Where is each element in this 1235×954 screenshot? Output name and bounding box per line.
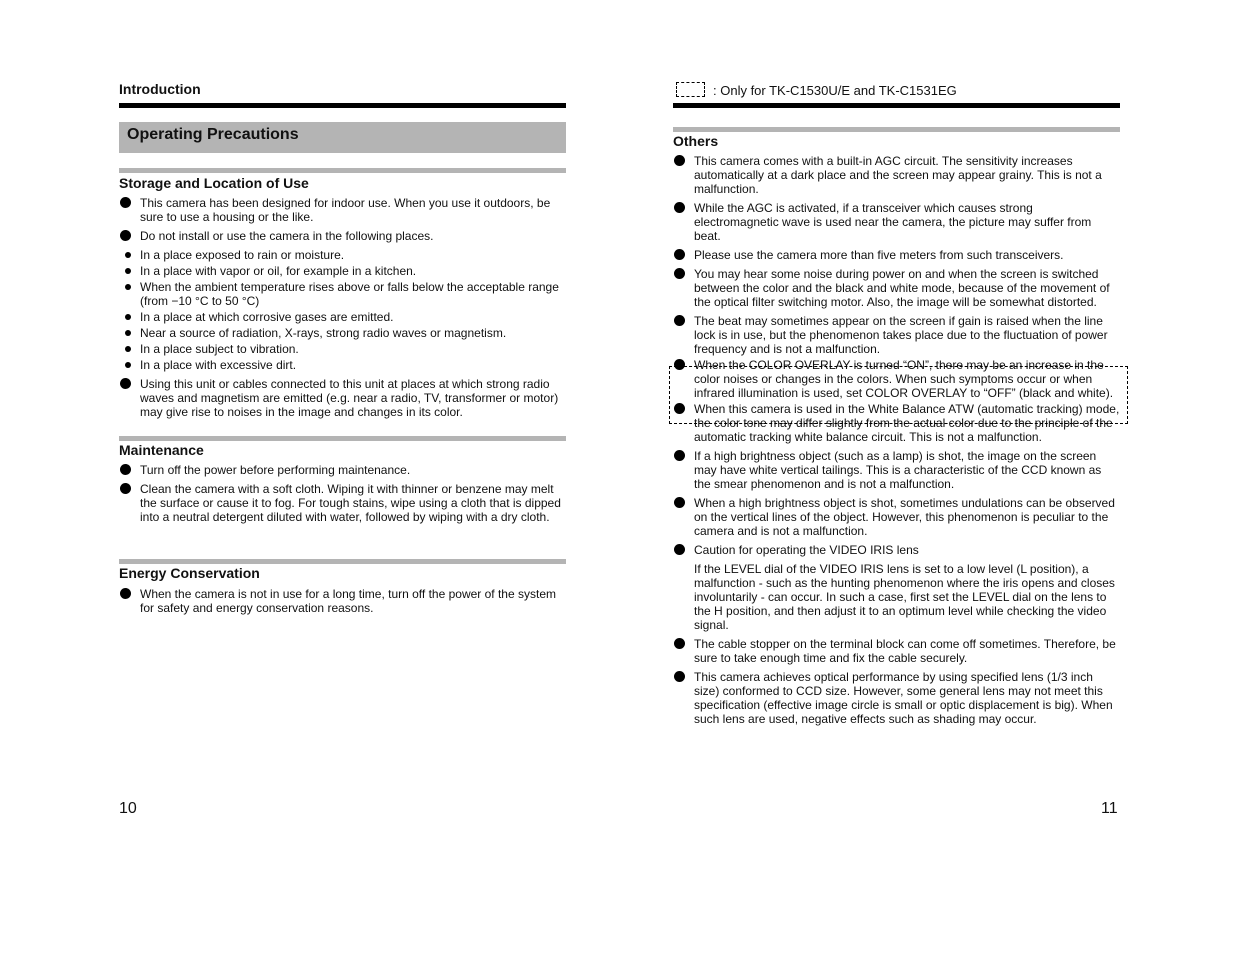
list-item: The beat may sometimes appear on the screen if gain is raised when the line lock is in use, but the phenomenon takes place due to the fluctuation of power frequency and is not a malfunction.	[673, 314, 1120, 356]
section-label: Introduction	[119, 81, 201, 97]
list-item: When this camera is used in the White Balance ATW (automatic tracking) mode, the color tone may differ slightly from the actual color due to the principle of the automatic tracking white balance circuit. This is not a malfunction.	[673, 402, 1120, 444]
list-item-color-overlay: When the COLOR OVERLAY is turned “ON”, there may be an increase in the color noises or changes in the colors. When such symptoms occur or when infrared illumination is used, set COLOR OVERLAY to “OFF” (black and white).	[673, 358, 1120, 400]
others-heading: Others	[673, 133, 719, 149]
list-item: If a high brightness object (such as a lamp) is shot, the image on the screen may have white vertical tailings. This is a characteristic of the CCD known as the smear phenomenon and is not a malfunction.	[673, 449, 1120, 491]
list-item: Caution for operating the VIDEO IRIS lens	[673, 543, 1120, 557]
list-item: When the camera is not in use for a long time, turn off the power of the system for safety and energy conservation reasons.	[119, 587, 566, 615]
section-divider	[119, 168, 566, 173]
list-item: Turn off the power before performing maintenance.	[119, 463, 566, 477]
place-item: Near a source of radiation, X-rays, strong radio waves or magnetism.	[119, 326, 566, 340]
list-item: Please use the camera more than five meters from such transceivers.	[673, 248, 1120, 262]
place-item: In a place with excessive dirt.	[119, 358, 566, 372]
legend-text: : Only for TK-C1530U/E and TK-C1531EG	[713, 83, 957, 98]
header-rule	[673, 103, 1120, 108]
place-item: In a place with vapor or oil, for example in a kitchen.	[119, 264, 566, 278]
page-number-left: 10	[119, 800, 137, 817]
list-item: Using this unit or cables connected to this unit at places at which strong radio waves and magnetism are emitted (e.g. near a radio, TV, transformer or motor) may give rise to noises in the image and changes in its color.	[119, 377, 566, 419]
energy-heading: Energy Conservation	[119, 565, 260, 581]
place-item: In a place subject to vibration.	[119, 342, 566, 356]
energy-list	[119, 587, 566, 615]
page-title: Operating Precautions	[119, 122, 566, 153]
list-item: This camera achieves optical performance by using specified lens (1/3 inch size) conformed to CCD size. However, some general lens may not meet this specification (effective image circle is small or optic displacement is big). When such lens are used, negative effects such as shading may occur.	[673, 670, 1120, 726]
page-number-right: 11	[1101, 800, 1118, 817]
list-item: When a high brightness object is shot, sometimes undulations can be observed on the vertical lines of the object. However, this phenomenon is peculiar to the camera and is not a malfunction.	[673, 496, 1120, 538]
place-item: In a place exposed to rain or moisture.	[119, 248, 566, 262]
list-item: While the AGC is activated, if a transceiver which causes strong electromagnetic wave is used near the camera, the picture may suffer from beat.	[673, 201, 1120, 243]
maintenance-list	[119, 463, 566, 524]
section-divider	[119, 436, 566, 441]
storage-heading: Storage and Location of Use	[119, 175, 309, 191]
place-item: When the ambient temperature rises above or falls below the acceptable range (from −10 °C to 50 °C)	[119, 280, 566, 308]
section-divider	[673, 127, 1120, 132]
header-rule	[119, 103, 566, 108]
dashed-legend-icon	[676, 82, 705, 97]
list-item: Clean the camera with a soft cloth. Wiping it with thinner or benzene may melt the surface or cause it to fog. For tough stains, wipe using a cloth that is dipped into a neutral detergent diluted with water, followed by wiping with a dry cloth.	[119, 482, 566, 524]
maintenance-heading: Maintenance	[119, 442, 204, 458]
storage-list	[119, 196, 566, 419]
list-item: You may hear some noise during power on and when the screen is switched between the color and the black and white mode, because of the movement of the optical filter switching motor. Also, the image will be somewhat distorted.	[673, 267, 1120, 309]
list-item: This camera has been designed for indoor use. When you use it outdoors, be sure to use a housing or the like.	[119, 196, 566, 224]
section-divider	[119, 559, 566, 564]
place-item: In a place at which corrosive gases are emitted.	[119, 310, 566, 324]
others-list	[673, 154, 1120, 726]
model-specific-dashed-box	[669, 366, 1128, 424]
list-item: This camera comes with a built-in AGC circuit. The sensitivity increases automatically at a dark place and the screen may appear grainy. This is not a malfunction.	[673, 154, 1120, 196]
list-item: Do not install or use the camera in the following places.	[119, 229, 566, 243]
iris-note: If the LEVEL dial of the VIDEO IRIS lens is set to a low level (L position), a malfunction - such as the hunting phenomenon where the iris opens and closes involuntarily - can occur. In such a case, first set the LEVEL dial on the lens to the H position, and then adjust it to an optimum level while checking the video signal.	[694, 562, 1115, 632]
list-item: The cable stopper on the terminal block can come off sometimes. Therefore, be sure to take enough time and fix the cable securely.	[673, 637, 1120, 665]
